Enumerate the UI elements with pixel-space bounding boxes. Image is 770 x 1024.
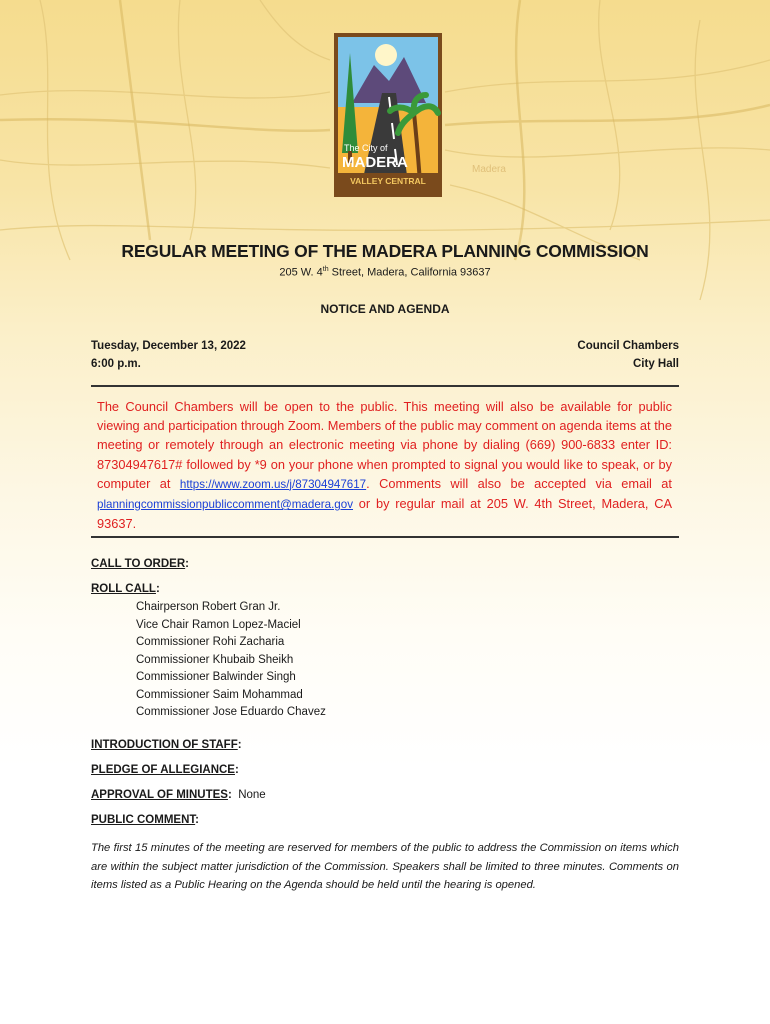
pledge-colon: : — [234, 764, 239, 776]
introduction-heading — [91, 739, 242, 751]
pledge-label: PLEDGE OF ALLEGIANCE — [91, 764, 235, 776]
meeting-time: 6:00 p.m. — [91, 358, 141, 370]
location-line-2: City Hall — [632, 358, 679, 370]
list-item: Commissioner Khubaib Sheikh — [136, 653, 294, 666]
pledge-heading — [91, 764, 239, 776]
call-to-order-colon: : — [185, 558, 189, 570]
approval-colon: : — [227, 789, 232, 801]
logo-text-bottom: VALLEY CENTRAL — [350, 176, 426, 186]
logo-text-top: The City of — [344, 143, 388, 153]
public-comment-text: The first 15 minutes of the meeting are reserved for members of the public to address the Commission on items which are within the subject matter jurisdiction of the Commission. Speakers shall be limited to three minutes. Comments on items listed as a Public Hearing on the Agenda should be held until the hearing is opened. — [91, 842, 679, 891]
introduction-colon: : — [237, 739, 242, 751]
roll-call-heading — [91, 583, 160, 595]
zoom-link[interactable]: https://www.zoom.us/j/87304947617 — [179, 477, 367, 491]
list-item: Commissioner Saim Mohammad — [136, 688, 303, 701]
meeting-date: Tuesday, December 13, 2022 — [91, 340, 246, 352]
address-prefix: 205 W. 4 — [279, 266, 323, 279]
meeting-datetime — [91, 337, 246, 373]
location-line-1: Council Chambers — [577, 340, 679, 352]
list-item: Commissioner Jose Eduardo Chavez — [136, 706, 326, 718]
public-comment-colon: : — [195, 814, 199, 826]
roll-call-colon: : — [155, 583, 160, 595]
approval-heading — [91, 789, 266, 801]
public-notice — [97, 397, 672, 533]
list-item: Vice Chair Ramon Lopez-Maciel — [136, 618, 301, 631]
map-label: Madera — [472, 164, 506, 175]
introduction-label: INTRODUCTION OF STAFF — [91, 739, 238, 751]
email-link[interactable]: planningcommissionpubliccomment@madera.gov — [97, 498, 354, 512]
approval-value: None — [238, 789, 266, 801]
list-item: Chairperson Robert Gran Jr. — [136, 601, 281, 613]
notice-text-2: . Comments will also be accepted via email at — [366, 475, 672, 491]
meeting-address — [0, 266, 770, 279]
divider-top — [91, 385, 679, 387]
call-to-order-heading — [91, 558, 189, 570]
list-item: Commissioner Balwinder Singh — [136, 671, 296, 683]
city-logo — [334, 33, 442, 197]
notice-text-1: The Council Chambers will be open to the public. This meeting will also be available for public viewing and participation through Zoom. Members of the public may comment on agenda items at the meeting or remotely through an electronic meeting via phone by dialing (669) 900-6833 enter ID: 87304947617# followed by *9 on your phone when prompted to signal you would like to speak, or by computer at — [97, 399, 672, 491]
meeting-location — [577, 337, 679, 373]
public-comment-heading — [91, 814, 199, 826]
approval-label: APPROVAL OF MINUTES — [91, 789, 228, 801]
logo-text-main: MADERA — [342, 154, 408, 171]
notice-heading: NOTICE AND AGENDA — [320, 302, 450, 316]
notice-text-3: or by regular mail at 205 W. 4th Street, Madera, CA 93637. — [97, 496, 672, 532]
address-sup: th — [322, 266, 329, 273]
public-comment-label: PUBLIC COMMENT — [91, 814, 196, 826]
page-title: REGULAR MEETING OF THE MADERA PLANNING COMMISSION — [121, 241, 649, 261]
roll-call-label: ROLL CALL — [91, 583, 156, 595]
roll-call-list — [136, 599, 326, 722]
call-to-order-label: CALL TO ORDER — [91, 558, 186, 570]
list-item: Commissioner Rohi Zacharia — [136, 636, 285, 648]
divider-bottom — [91, 536, 679, 538]
address-suffix: Street, Madera, California 93637 — [328, 266, 491, 279]
